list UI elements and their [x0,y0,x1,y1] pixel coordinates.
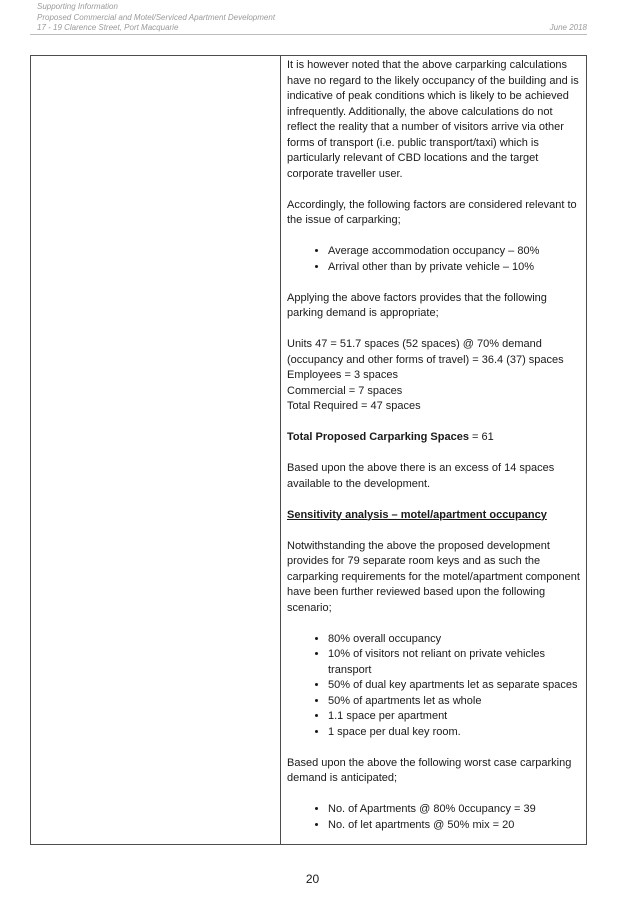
paragraph-carparking-note: It is however noted that the above carparking calculations have no regard to the likely occupancy of the building and is indicative of peak conditions which is likely to be achieved infrequently. Additionally, the above calculations do not reflect the reality that a number of visitors arrive via other forms of transport (i.e. public transport/taxi) which is particularly relevant of CBD locations and the target corporate traveller user. [287,59,579,180]
demand-list [287,802,583,833]
list-item: • 1.1 space per apartment [328,709,583,725]
paragraph-scenario-intro: Notwithstanding the above the proposed development provides for 79 separate room keys and as such the carparking requirements for the motel/apartment component have been further reviewed based upon the following scenario; [287,539,580,614]
factors-list [287,244,583,275]
calc-units: Units 47 = 51.7 spaces (52 spaces) @ 70% demand (occupancy and other forms of travel) = 36.4 (37) spaces [287,338,564,366]
list-item: • 80% overall occupancy [328,632,583,648]
list-item: • No. of Apartments @ 80% 0ccupancy = 39 [328,802,583,818]
column-divider [280,56,281,844]
list-item: • 1 space per dual key room. [328,725,583,741]
content-table [30,55,587,845]
paragraph-worst-case: Based upon the above the following worst case carparking demand is anticipated; [287,756,572,784]
paragraph-factors-intro: Accordingly, the following factors are considered relevant to the issue of carparking; [287,198,577,226]
list-item: • No. of let apartments @ 50% mix = 20 [328,818,583,834]
list-item: • Average accommodation occupancy – 80% [328,244,583,260]
proposed-spaces-label: Total Proposed Carparking Spaces [287,431,469,443]
page-header [37,2,587,34]
scenario-list [287,632,583,741]
header-project-title: Proposed Commercial and Motel/Serviced Apartment Development [37,12,276,22]
calc-total: Total Required = 47 spaces [287,400,421,412]
list-item: • 50% of dual key apartments let as separate spaces [328,678,583,694]
calc-commercial: Commercial = 7 spaces [287,384,403,397]
paragraph-demand-intro: Applying the above factors provides that the following parking demand is appropriate; [287,291,547,319]
page-number: 20 [305,872,320,886]
header-address: 17 - 19 Clarence Street, Port Macquarie [37,23,179,32]
list-item: • 10% of visitors not reliant on private vehicles transport [328,647,583,678]
section-heading: Sensitivity analysis – motel/apartment occupancy [287,508,547,521]
header-document-type: Supporting Information [37,2,118,11]
header-divider [30,34,587,35]
list-item: • Arrival other than by private vehicle – 10% [328,260,583,276]
calc-employees: Employees = 3 spaces [287,369,398,381]
table-right-cell [287,58,583,833]
proposed-spaces [287,430,583,446]
paragraph-excess: Based upon the above there is an excess of 14 spaces available to the development. [287,462,555,490]
proposed-spaces-value: = 61 [468,431,494,443]
header-date: June 2018 [549,23,587,32]
list-item: • 50% of apartments let as whole [328,694,583,710]
